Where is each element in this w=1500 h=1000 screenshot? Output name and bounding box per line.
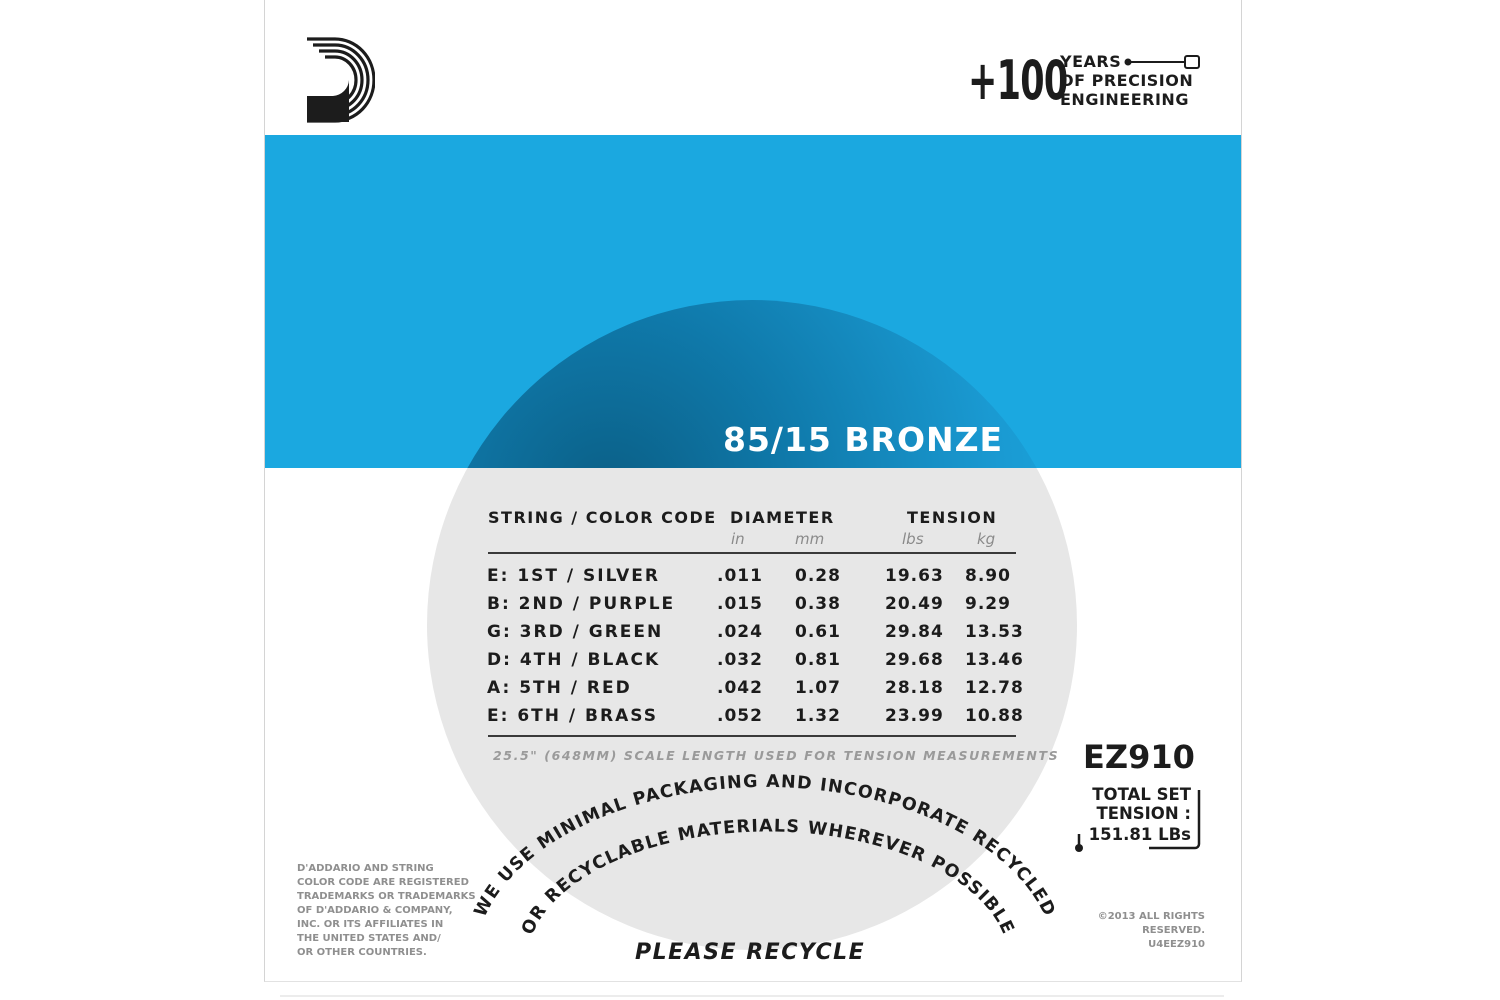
trademark-line: D'ADDARIO AND STRING <box>297 863 434 874</box>
diameter-in: .052 <box>717 706 763 726</box>
tension-kg: 13.46 <box>965 650 1024 670</box>
trademark-line: COLOR CODE ARE REGISTERED <box>297 877 469 888</box>
header-string-color-code: STRING / COLOR CODE <box>488 508 717 527</box>
string-name: E: 6TH / BRASS <box>487 706 658 726</box>
product-subtitle: 85/15 BRONZE <box>723 420 1004 459</box>
header-diameter: DIAMETER <box>730 508 835 527</box>
string-name: B: 2ND / PURPLE <box>487 594 676 614</box>
tension-label: TENSION : <box>1096 804 1191 823</box>
unit-in: in <box>731 530 745 548</box>
total-set-label: TOTAL SET <box>1092 785 1191 804</box>
diameter-mm: 0.81 <box>795 650 841 670</box>
svg-text:OR RECYCLABLE MATERIALS WHEREV <box>518 816 1018 937</box>
trademark-line: TRADEMARKS OR TRADEMARKS <box>297 891 476 902</box>
copyright-notice <box>1098 910 1205 952</box>
string-name: G: 3RD / GREEN <box>487 622 664 642</box>
diameter-mm: 0.61 <box>795 622 841 642</box>
tension-kg: 9.29 <box>965 594 1011 614</box>
trademark-line: OR OTHER COUNTRIES. <box>297 947 427 958</box>
heritage-number: +100 <box>968 49 1068 112</box>
tension-lbs: 28.18 <box>885 678 944 698</box>
heritage-line-engineering: ENGINEERING <box>1060 90 1189 109</box>
string-pack-back <box>264 0 1242 982</box>
tension-kg: 8.90 <box>965 566 1011 586</box>
diameter-in: .024 <box>717 622 763 642</box>
please-recycle-label: PLEASE RECYCLE <box>635 940 866 965</box>
string-name: A: 5TH / RED <box>487 678 632 698</box>
unit-mm: mm <box>795 530 825 548</box>
diameter-mm: 1.32 <box>795 706 841 726</box>
recycling-arc-text <box>265 0 1242 982</box>
tension-lbs: 19.63 <box>885 566 944 586</box>
unit-lbs: lbs <box>902 530 924 548</box>
tension-kg: 13.53 <box>965 622 1024 642</box>
diameter-in: .042 <box>717 678 763 698</box>
heritage-line-years: YEARS <box>1060 52 1122 71</box>
tension-lbs: 29.84 <box>885 622 944 642</box>
unit-kg: kg <box>977 530 996 548</box>
diameter-mm: 0.28 <box>795 566 841 586</box>
trademark-line: INC. OR ITS AFFILIATES IN <box>297 919 444 930</box>
trademark-notice <box>297 862 476 960</box>
trademark-line: THE UNITED STATES AND/ <box>297 933 441 944</box>
diameter-in: .032 <box>717 650 763 670</box>
heritage-line-precision: OF PRECISION <box>1060 71 1194 90</box>
copyright-line: ©2013 ALL RIGHTS <box>1097 911 1205 922</box>
string-name: E: 1ST / SILVER <box>487 566 660 586</box>
header-tension: TENSION <box>907 508 998 527</box>
diameter-in: .015 <box>717 594 763 614</box>
arc-line-1: WE USE MINIMAL PACKAGING AND INCORPORATE RECYCLED <box>470 771 1060 921</box>
model-number: EZ910 <box>1083 738 1195 776</box>
copyright-line: U4EEZ910 <box>1148 939 1205 950</box>
string-name: D: 4TH / BLACK <box>487 650 661 670</box>
tension-kg: 10.88 <box>965 706 1024 726</box>
tension-lbs: 23.99 <box>885 706 944 726</box>
copyright-line: RESERVED. <box>1142 925 1205 936</box>
tension-lbs: 20.49 <box>885 594 944 614</box>
diameter-mm: 0.38 <box>795 594 841 614</box>
arc-line-2: OR RECYCLABLE MATERIALS WHEREVER POSSIBLE <box>518 816 1018 938</box>
tension-lbs: 29.68 <box>885 650 944 670</box>
trademark-line: OF D'ADDARIO & COMPANY, <box>297 905 453 916</box>
scale-length-note: 25.5" (648MM) SCALE LENGTH USED FOR TENSION MEASUREMENTS <box>493 748 1060 763</box>
diameter-mm: 1.07 <box>795 678 841 698</box>
total-tension-value: 151.81 LBs <box>1088 825 1191 844</box>
tension-kg: 12.78 <box>965 678 1024 698</box>
diameter-in: .011 <box>717 566 763 586</box>
package-bottom-edge <box>280 995 1224 997</box>
